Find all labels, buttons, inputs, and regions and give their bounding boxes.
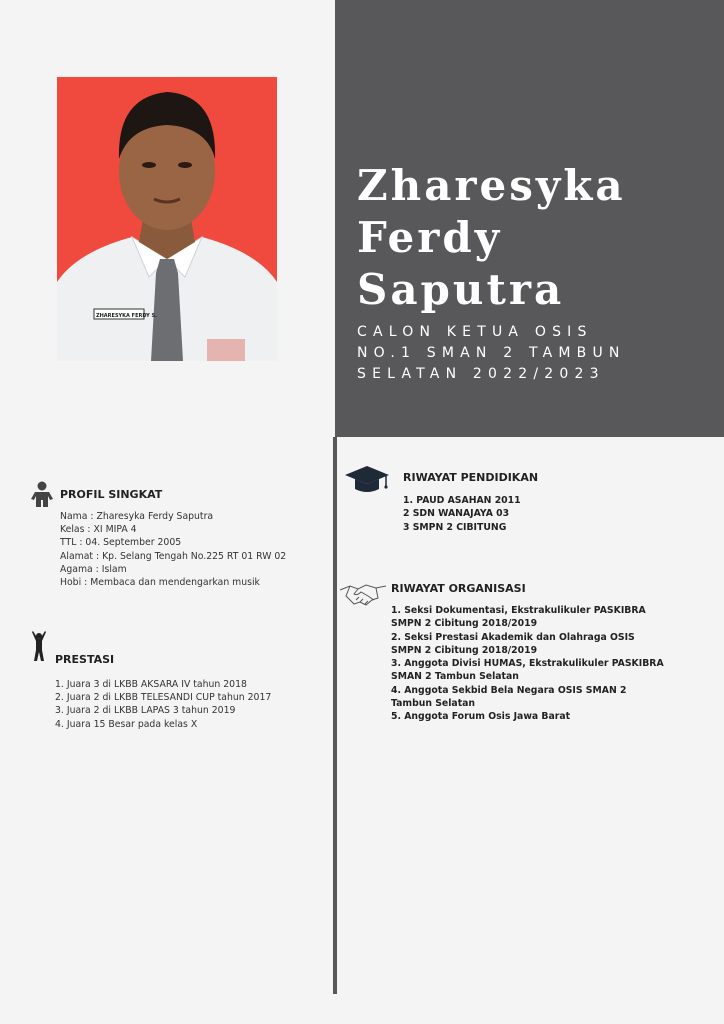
student-portrait: [57, 77, 277, 361]
profile-birth: TTL : 04. September 2005: [60, 537, 182, 549]
profile-details: [60, 510, 286, 589]
profile-address: Alamat : Kp. Selang Tengah No.225 RT 01 RW 02: [60, 550, 287, 562]
name-tag-text: ZHARESYKA FERDY S.: [96, 313, 157, 319]
achievement-item: 1. Juara 3 di LKBB AKSARA IV tahun 2018: [55, 679, 247, 690]
organization-list: [391, 604, 664, 724]
subtitle-line-3: SELATAN 2022/2023: [357, 366, 605, 382]
profile-religion: Agama : Islam: [60, 563, 127, 575]
subtitle-line-1: CALON KETUA OSIS: [357, 324, 593, 340]
organization-title: RIWAYAT ORGANISASI: [391, 582, 526, 595]
education-item: 3 SMPN 2 CIBITUNG: [403, 521, 507, 533]
organization-line: SMAN 2 Tambun Selatan: [391, 671, 519, 683]
achievements-title: PRESTASI: [55, 653, 115, 666]
candidate-subtitle: [357, 322, 717, 385]
organization-line: SMPN 2 Cibitung 2018/2019: [391, 644, 538, 656]
name-line-3: Saputra: [357, 265, 565, 314]
profile-title: PROFIL SINGKAT: [60, 488, 163, 501]
trophy-figure-icon: [30, 630, 48, 662]
organization-line: Tambun Selatan: [391, 698, 476, 710]
subtitle-line-2: NO.1 SMAN 2 TAMBUN: [357, 345, 626, 361]
education-item: 1. PAUD ASAHAN 2011: [403, 495, 521, 506]
achievements-list: [55, 678, 271, 731]
handshake-icon: [338, 580, 388, 608]
organization-line: 4. Anggota Sekbid Bela Negara OSIS SMAN 2: [391, 684, 627, 696]
candidate-name: [357, 160, 707, 316]
name-line-1: Zharesyka: [357, 161, 626, 210]
column-divider: [333, 437, 337, 994]
education-item: 2 SDN WANAJAYA 03: [403, 508, 510, 520]
organization-line: 2. Seksi Prestasi Akademik dan Olahraga OSIS: [391, 631, 635, 643]
profile-hobby: Hobi : Membaca dan mendengarkan musik: [60, 577, 260, 589]
organization-line: 5. Anggota Forum Osis Jawa Barat: [391, 711, 571, 723]
organization-line: 1. Seksi Dokumentasi, Ekstrakulikuler PASKIBRA: [391, 605, 646, 616]
education-list: [403, 494, 521, 534]
organization-line: SMPN 2 Cibitung 2018/2019: [391, 618, 538, 630]
person-icon: [30, 481, 54, 507]
education-title: RIWAYAT PENDIDIKAN: [403, 471, 539, 484]
achievement-item: 2. Juara 2 di LKBB TELESANDI CUP tahun 2017: [55, 692, 272, 704]
achievement-item: 3. Juara 2 di LKBB LAPAS 3 tahun 2019: [55, 705, 236, 717]
organization-line: 3. Anggota Divisi HUMAS, Ekstrakulikuler PASKIBRA: [391, 658, 664, 670]
name-line-2: Ferdy: [357, 213, 503, 262]
profile-class: Kelas : XI MIPA 4: [60, 524, 137, 536]
profile-name: Nama : Zharesyka Ferdy Saputra: [60, 511, 214, 522]
profile-photo: [57, 77, 277, 361]
achievement-item: 4. Juara 15 Besar pada kelas X: [55, 718, 198, 730]
graduation-cap-icon: [344, 464, 390, 494]
